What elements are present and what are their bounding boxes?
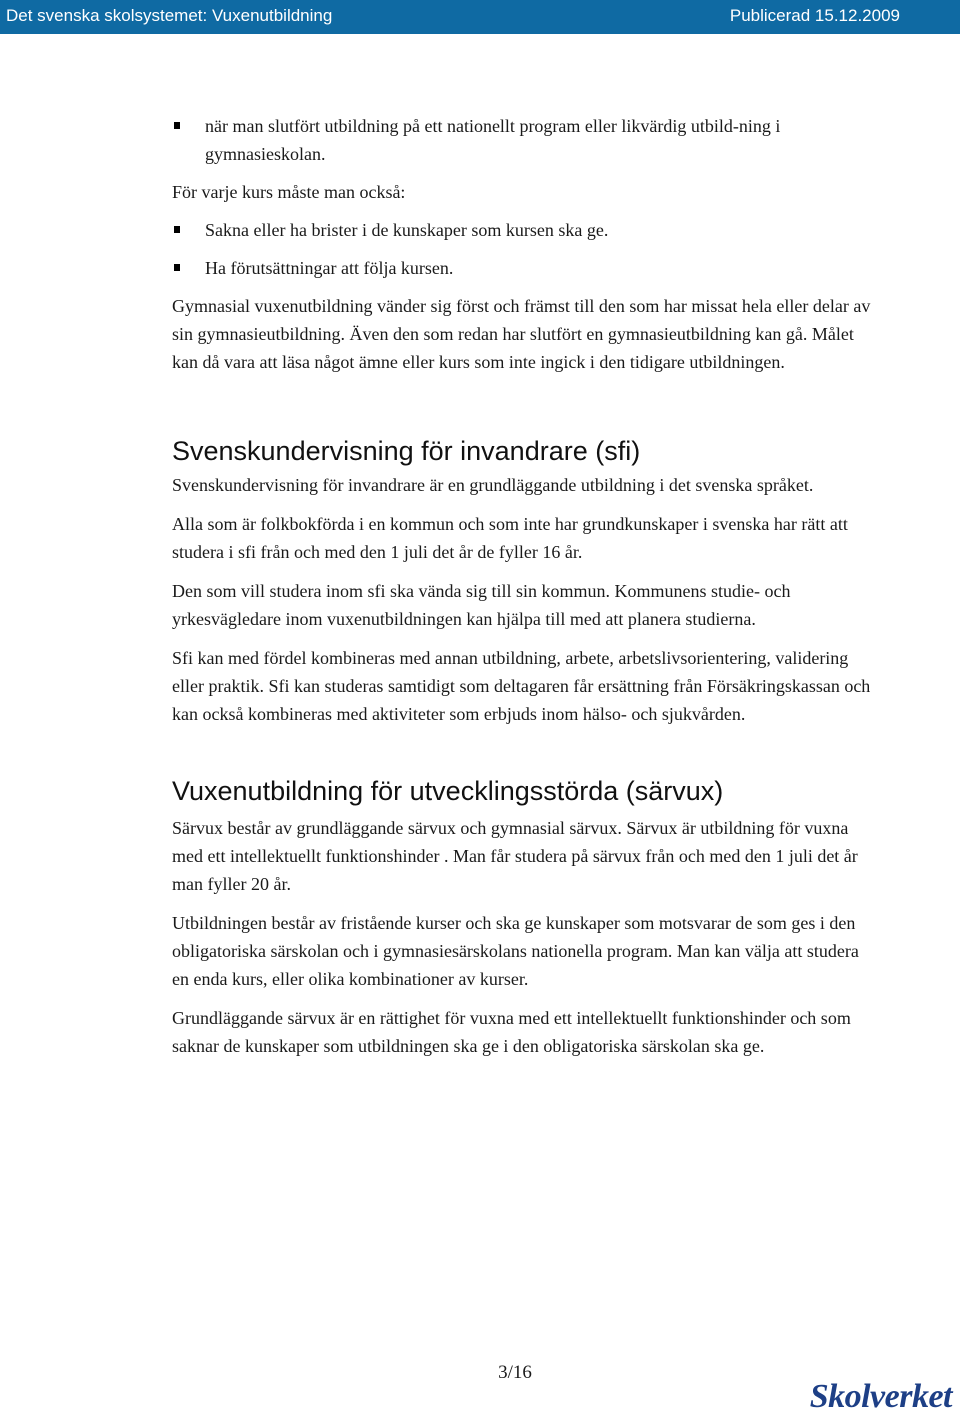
bullet-square-icon [174,226,180,233]
bullet-item [172,216,872,244]
page-number: 3/16 [498,1362,532,1383]
paragraph: Svenskundervisning för invandrare är en grundläggande utbildning i det svenska språket. [172,475,814,495]
bullet-square-icon [174,264,180,271]
bullet-text: Ha förutsättningar att följa kursen. [205,258,454,278]
bullet-square-icon [174,122,180,129]
paragraph: Grundläggande särvux är en rättighet för vuxna med ett intellektuellt funktionshinder och som saknar de kunskaper som utbildningen ska ge i den obligatoriska särskolan ska ge. [172,1008,851,1056]
paragraph: Den som vill studera inom sfi ska vända sig till sin kommun. Kommunens studie- och yrkesvägledare inom vuxenutbildningen kan hjälpa till med att planera studierna. [172,581,791,629]
paragraph: Särvux består av grundläggande särvux och gymnasial särvux. Särvux är utbildning för vuxna med ett intellektuellt funktionshinder . Man får studera på särvux från och med den 1 juli det år man fyller 20 år. [172,818,858,894]
document-header [0,0,960,34]
bullet-text: Sakna eller ha brister i de kunskaper som kursen ska ge. [205,220,609,240]
bullet-item [172,112,872,168]
course-requirement-text: För varje kurs måste man också: [172,182,406,202]
section-heading-sfi: Svenskundervisning för invandrare (sfi) [172,436,641,466]
section-heading-sarvux: Vuxenutbildning för utvecklingsstörda (särvux) [172,776,724,806]
paragraph: Sfi kan med fördel kombineras med annan utbildning, arbete, arbetslivsorientering, validering eller praktik. Sfi kan studeras samtidigt som deltagaren får ersättning från Försäkringskassan och kan också kombineras med aktiviteter som erbjuds inom hälso- och sjukvården. [172,648,871,724]
bullet-item [172,254,872,282]
paragraph: Alla som är folkbokförda i en kommun och som inte har grundkunskaper i svenska har rätt att studera i sfi från och med den 1 juli det år de fyller 16 år. [172,514,848,562]
publication-date: Publicerad 15.12.2009 [729,6,900,25]
skolverket-logo: Skolverket [809,1378,952,1415]
document-body [172,108,872,1060]
paragraph: Gymnasial vuxenutbildning vänder sig först och främst till den som har missat hela eller delar av sin gymnasieutbildning. Även den som redan har slutfört en gymnasieutbildning kan gå. Målet kan då vara att läsa något ämne eller kurs som inte ingick i den tidigare utbildningen. [172,296,871,372]
paragraph: Utbildningen består av fristående kurser och ska ge kunskaper som motsvarar de som ges i den obligatoriska särskolan och i gymnasiesärskolans nationella program. Man kan välja att studera en enda kurs, eller olika kombinationer av kurser. [172,913,859,989]
document-title: Det svenska skolsystemet: Vuxenutbildning [6,6,333,25]
bullet-text: när man slutfört utbildning på ett nationellt program eller likvärdig utbild-ning i gymnasieskolan. [205,116,781,164]
